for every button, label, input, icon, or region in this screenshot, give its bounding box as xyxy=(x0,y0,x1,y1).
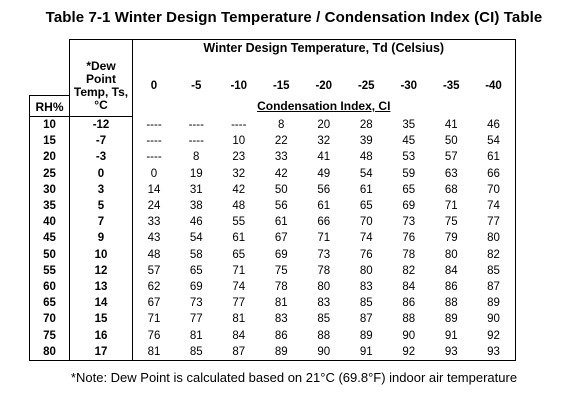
dew-point-cell: 5 xyxy=(70,198,133,214)
dew-point-cell: 17 xyxy=(70,344,133,361)
ci-value-cell: 81 xyxy=(274,297,288,310)
ci-value-cell: 33 xyxy=(133,214,176,230)
ci-value-cell: 41 xyxy=(317,151,331,164)
ci-value-cell: 22 xyxy=(274,135,288,148)
rh-cell: 70 xyxy=(30,311,70,327)
dew-point-cell: 15 xyxy=(70,311,133,327)
ci-value-cell: 71 xyxy=(133,311,176,327)
ci-value-cell: 55 xyxy=(232,216,246,229)
ci-value-cell: 8 xyxy=(278,118,285,131)
ci-value-cell: 8 xyxy=(193,151,200,164)
ci-value-cell: 90 xyxy=(402,329,416,342)
ci-value-cell: 81 xyxy=(189,329,203,342)
ci-value-cell: 69 xyxy=(274,248,288,261)
ci-value-cell: 78 xyxy=(274,280,288,293)
ci-value-cell: 61 xyxy=(317,200,331,213)
ci-value-cell: 45 xyxy=(402,135,416,148)
ci-value-cell: 81 xyxy=(133,344,176,361)
ci-value-cell: 69 xyxy=(402,200,416,213)
ci-value-cell: 89 xyxy=(444,313,458,326)
ci-value-cell: 93 xyxy=(473,344,516,361)
dew-point-cell: -3 xyxy=(70,149,133,165)
temp-header-cell: -40 xyxy=(473,77,516,96)
ci-value-cell: 73 xyxy=(189,297,203,310)
ci-value-cell: 84 xyxy=(402,280,416,293)
temp-header-cell: -20 xyxy=(315,80,333,93)
ci-value-cell: 90 xyxy=(473,311,516,327)
dew-point-cell: 16 xyxy=(70,327,133,343)
ci-value-cell: 61 xyxy=(473,149,516,165)
ci-value-cell: 75 xyxy=(274,264,288,277)
ci-value-cell: 91 xyxy=(345,344,388,361)
ci-value-cell: 78 xyxy=(317,264,331,277)
dew-point-cell: 3 xyxy=(70,182,133,198)
ci-value-cell: 48 xyxy=(133,247,176,263)
ci-value-cell: 74 xyxy=(359,232,373,245)
ci-value-cell: 69 xyxy=(189,280,203,293)
ci-value-cell: 80 xyxy=(444,248,458,261)
ci-value-cell: 83 xyxy=(359,280,373,293)
rh-cell: 20 xyxy=(30,149,70,165)
table-row xyxy=(30,214,516,230)
ci-value-cell: 86 xyxy=(444,280,458,293)
ci-value-cell: 83 xyxy=(274,313,288,326)
rh-cell: 60 xyxy=(30,279,70,295)
ci-value-cell: 76 xyxy=(402,232,416,245)
ci-value-cell: 78 xyxy=(402,248,416,261)
ci-value-cell: 73 xyxy=(402,216,416,229)
ci-value-cell: 73 xyxy=(317,248,331,261)
temp-header-cell: -30 xyxy=(400,80,418,93)
ci-value-cell: ---- xyxy=(133,133,176,149)
ci-value-cell: 74 xyxy=(473,198,516,214)
ci-value-cell: 86 xyxy=(274,329,288,342)
ci-value-cell: 31 xyxy=(189,183,203,196)
ci-value-cell: 80 xyxy=(359,264,373,277)
ci-value-cell: 65 xyxy=(232,248,246,261)
table-row xyxy=(30,198,516,214)
ci-value-cell: 91 xyxy=(444,329,458,342)
ci-value-cell: 76 xyxy=(359,248,373,261)
ci-value-cell: 68 xyxy=(444,183,458,196)
rh-cell: 80 xyxy=(30,344,70,361)
temp-header-cell: -15 xyxy=(272,80,290,93)
table-row xyxy=(30,279,516,295)
ci-value-cell: ---- xyxy=(188,118,204,131)
ci-value-cell: 77 xyxy=(189,313,203,326)
winter-design-temp-header: Winter Design Temperature, Td (Celsius) xyxy=(133,40,516,57)
dew-point-cell: 12 xyxy=(70,263,133,279)
ci-value-cell: 48 xyxy=(232,200,246,213)
ci-value-cell: 20 xyxy=(317,118,331,131)
ci-value-cell: 79 xyxy=(444,232,458,245)
ci-value-cell: 35 xyxy=(402,118,416,131)
ci-value-cell: 92 xyxy=(473,327,516,343)
ci-value-cell: 32 xyxy=(317,135,331,148)
table-row xyxy=(30,117,516,134)
dew-point-cell: 9 xyxy=(70,230,133,246)
ci-value-cell: 43 xyxy=(133,230,176,246)
table-row xyxy=(30,166,516,182)
ci-value-cell: 50 xyxy=(274,183,288,196)
temp-header-cell: -25 xyxy=(357,80,375,93)
ci-value-cell: ---- xyxy=(188,135,204,148)
ci-value-cell: 49 xyxy=(317,167,331,180)
ci-value-cell: 38 xyxy=(189,200,203,213)
ci-value-cell: 58 xyxy=(189,248,203,261)
ci-value-cell: 88 xyxy=(444,297,458,310)
ci-value-cell: 46 xyxy=(473,117,516,134)
ci-value-cell: 53 xyxy=(402,151,416,164)
ci-value-cell: 48 xyxy=(359,151,373,164)
ci-value-cell: 83 xyxy=(317,297,331,310)
dew-point-cell: -12 xyxy=(70,117,133,134)
rh-cell: 25 xyxy=(30,166,70,182)
ci-value-cell: 67 xyxy=(274,232,288,245)
ci-value-cell: 10 xyxy=(232,135,246,148)
ci-value-cell: 54 xyxy=(473,133,516,149)
temp-header-cell: -35 xyxy=(442,80,460,93)
dew-point-cell: 0 xyxy=(70,166,133,182)
ci-value-cell: 61 xyxy=(232,232,246,245)
table-row xyxy=(30,295,516,311)
dew-point-cell: 14 xyxy=(70,295,133,311)
rh-cell: 50 xyxy=(30,247,70,263)
ci-value-cell: 50 xyxy=(444,135,458,148)
ci-value-cell: 81 xyxy=(232,313,246,326)
ci-value-cell: ---- xyxy=(231,118,247,131)
temp-header-cell: 0 xyxy=(133,77,176,96)
ci-value-cell: 90 xyxy=(303,344,346,361)
ci-value-cell: 56 xyxy=(274,200,288,213)
ci-value-cell: 71 xyxy=(444,200,458,213)
ci-value-cell: 71 xyxy=(317,232,331,245)
temp-header-cell: -10 xyxy=(230,80,248,93)
rh-cell: 45 xyxy=(30,230,70,246)
ci-value-cell: 89 xyxy=(260,344,303,361)
rh-header: RH% xyxy=(30,96,70,117)
ci-value-cell: 66 xyxy=(473,166,516,182)
table-row xyxy=(30,311,516,327)
condensation-index-label: Condensation Index, CI xyxy=(133,96,516,117)
ci-value-cell: 42 xyxy=(274,167,288,180)
table-row xyxy=(30,133,516,149)
ci-value-cell: 32 xyxy=(232,167,246,180)
rh-cell: 30 xyxy=(30,182,70,198)
table-title: Table 7-1 Winter Design Temperature / Condensation Index (CI) Table xyxy=(45,9,543,26)
ci-value-cell: 70 xyxy=(473,182,516,198)
table-row xyxy=(30,149,516,165)
rh-cell: 55 xyxy=(30,263,70,279)
ci-value-cell: 33 xyxy=(274,151,288,164)
ci-value-cell: 39 xyxy=(359,135,373,148)
ci-value-cell: 76 xyxy=(133,327,176,343)
rh-cell: 15 xyxy=(30,133,70,149)
ci-value-cell: 77 xyxy=(473,214,516,230)
ci-value-cell: 61 xyxy=(359,183,373,196)
ci-value-cell: 89 xyxy=(473,295,516,311)
ci-value-cell: 82 xyxy=(402,264,416,277)
ci-value-cell: 87 xyxy=(218,344,261,361)
dew-point-header: *Dew Point Temp, Ts, °C xyxy=(70,56,133,117)
ci-value-cell: 87 xyxy=(359,313,373,326)
ci-value-cell: 70 xyxy=(359,216,373,229)
ci-value-cell: 77 xyxy=(232,297,246,310)
ci-value-cell: 0 xyxy=(133,166,176,182)
footnote: *Note: Dew Point is calculated based on 21°C (69.8°F) indoor air temperature xyxy=(70,370,518,385)
ci-value-cell: 85 xyxy=(175,344,218,361)
ci-value-cell: 88 xyxy=(402,313,416,326)
ci-value-cell: 19 xyxy=(189,167,203,180)
ci-value-cell: 85 xyxy=(359,297,373,310)
ci-value-cell: 57 xyxy=(133,263,176,279)
rh-cell: 10 xyxy=(30,117,70,134)
ci-value-cell: 57 xyxy=(444,151,458,164)
ci-value-cell: 84 xyxy=(444,264,458,277)
ci-value-cell: 42 xyxy=(232,183,246,196)
ci-value-cell: 41 xyxy=(444,118,458,131)
table-row xyxy=(30,230,516,246)
ci-value-cell: ---- xyxy=(133,117,176,134)
ci-value-cell: 88 xyxy=(317,329,331,342)
table-row xyxy=(30,263,516,279)
ci-value-cell: 46 xyxy=(189,216,203,229)
rh-cell: 75 xyxy=(30,327,70,343)
dew-point-cell: 7 xyxy=(70,214,133,230)
ci-value-cell: 80 xyxy=(473,230,516,246)
ci-value-cell: 54 xyxy=(189,232,203,245)
ci-value-cell: 63 xyxy=(444,167,458,180)
dew-point-cell: 13 xyxy=(70,279,133,295)
ci-value-cell: 14 xyxy=(133,182,176,198)
ci-value-cell: 23 xyxy=(232,151,246,164)
ci-value-cell: 54 xyxy=(359,167,373,180)
ci-value-cell: 62 xyxy=(133,279,176,295)
ci-value-cell: 85 xyxy=(317,313,331,326)
condensation-index-table xyxy=(29,39,516,361)
table-row xyxy=(30,327,516,343)
ci-value-cell: 92 xyxy=(388,344,431,361)
rh-cell: 40 xyxy=(30,214,70,230)
ci-value-cell: 28 xyxy=(359,118,373,131)
ci-value-cell: 65 xyxy=(402,183,416,196)
ci-value-cell: 71 xyxy=(232,264,246,277)
rh-cell: 35 xyxy=(30,198,70,214)
temp-header-cell: -5 xyxy=(191,80,202,93)
ci-value-cell: ---- xyxy=(133,149,176,165)
ci-value-cell: 66 xyxy=(317,216,331,229)
ci-value-cell: 86 xyxy=(402,297,416,310)
ci-value-cell: 67 xyxy=(133,295,176,311)
ci-value-cell: 85 xyxy=(473,263,516,279)
ci-value-cell: 93 xyxy=(430,344,473,361)
rh-cell: 65 xyxy=(30,295,70,311)
ci-value-cell: 74 xyxy=(232,280,246,293)
table-row xyxy=(30,344,516,361)
dew-point-cell: -7 xyxy=(70,133,133,149)
dew-point-cell: 10 xyxy=(70,247,133,263)
table-row xyxy=(30,247,516,263)
ci-value-cell: 56 xyxy=(317,183,331,196)
ci-value-cell: 89 xyxy=(359,329,373,342)
ci-value-cell: 87 xyxy=(473,279,516,295)
ci-value-cell: 59 xyxy=(402,167,416,180)
ci-value-cell: 82 xyxy=(473,247,516,263)
ci-value-cell: 61 xyxy=(274,216,288,229)
ci-value-cell: 24 xyxy=(133,198,176,214)
ci-value-cell: 80 xyxy=(317,280,331,293)
ci-value-cell: 65 xyxy=(359,200,373,213)
ci-value-cell: 65 xyxy=(189,264,203,277)
table-row xyxy=(30,182,516,198)
ci-value-cell: 75 xyxy=(444,216,458,229)
ci-value-cell: 84 xyxy=(232,329,246,342)
